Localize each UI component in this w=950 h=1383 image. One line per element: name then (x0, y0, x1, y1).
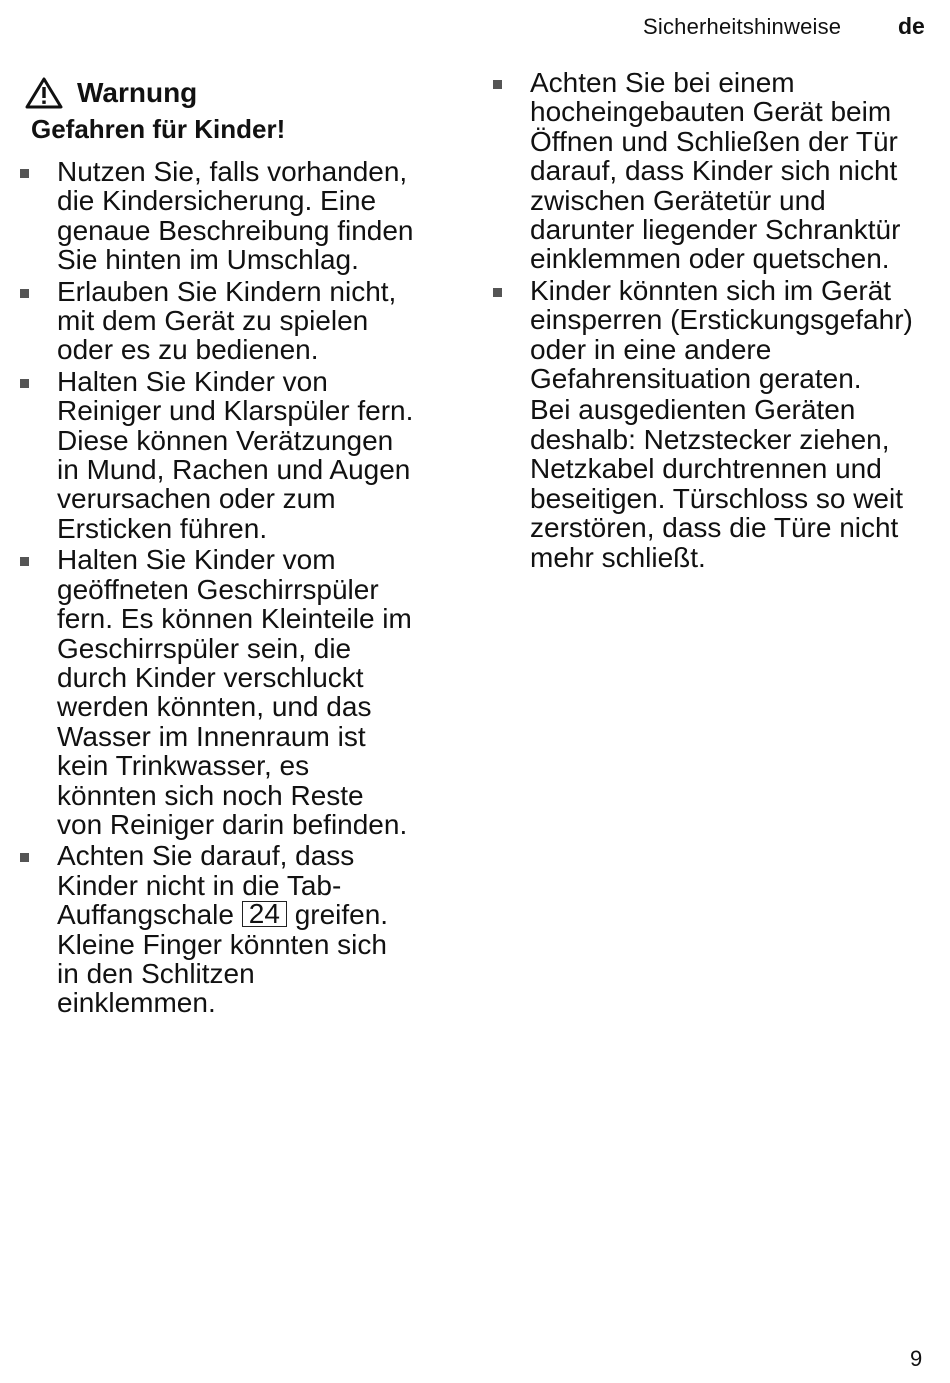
part-reference-number: 24 (242, 901, 287, 927)
list-item: Nutzen Sie, falls vorhanden, die Kindersicherung. Eine genaue Beschreibung finden Sie hinten im Umschlag. (16, 157, 416, 275)
bullet-square-icon (20, 557, 29, 566)
warning-heading (25, 76, 197, 110)
bullet-square-icon (493, 288, 502, 297)
right-column (489, 68, 929, 572)
warning-triangle-icon (25, 76, 63, 110)
list-item: Kinder könnten sich im Gerät einsperren (Erstickungsgefahr) oder in eine andere Gefahrensituation geraten. (489, 276, 929, 394)
bullet-square-icon (20, 853, 29, 862)
bullet-square-icon (493, 80, 502, 89)
running-header-section: Sicherheitshinweise (643, 14, 842, 39)
warning-title: Warnung (77, 77, 198, 108)
running-header-language: de (898, 13, 925, 39)
list-item: Erlauben Sie Kindern nicht, mit dem Gerät zu spielen oder es zu bedienen. (16, 277, 416, 365)
bullet-square-icon (20, 169, 29, 178)
page-number: 9 (910, 1346, 923, 1371)
list-item: Achten Sie darauf, dass Kinder nicht in die Tab-Auffangschale 24 greifen. Kleine Finger könnten sich in den Schlitzen einklemmen. (16, 841, 416, 1017)
disposal-paragraph: Bei ausgedienten Geräten deshalb: Netzstecker ziehen, Netzkabel durchtrennen und beseitigen. Türschloss so weit zerstören, dass die Türe nicht mehr schließt. (530, 394, 903, 573)
left-column (16, 157, 416, 1020)
bullet-square-icon (20, 379, 29, 388)
list-item: Achten Sie bei einem hocheingebauten Gerät beim Öffnen und Schließen der Tür darauf, dass Kinder sich nicht zwischen Gerätetür und darunter liegender Schranktür einklemmen oder quetschen. (489, 68, 929, 274)
right-bullet-list (489, 68, 929, 393)
left-bullet-list (16, 157, 416, 1018)
list-item: Halten Sie Kinder vom geöffneten Geschirrspüler fern. Es können Kleinteile im Geschirrspüler sein, die durch Kinder verschluckt werden könnten, und das Wasser im Innenraum ist kein Trinkwasser, es könnten sich noch Reste von Reiniger darin befinden. (16, 545, 416, 839)
bullet-square-icon (20, 289, 29, 298)
list-item: Halten Sie Kinder von Reiniger und Klarspüler fern. Diese können Verätzungen in Mund, Rachen und Augen verursachen oder zum Ersticken führen. (16, 367, 416, 543)
warning-subtitle: Gefahren für Kinder! (31, 114, 286, 144)
